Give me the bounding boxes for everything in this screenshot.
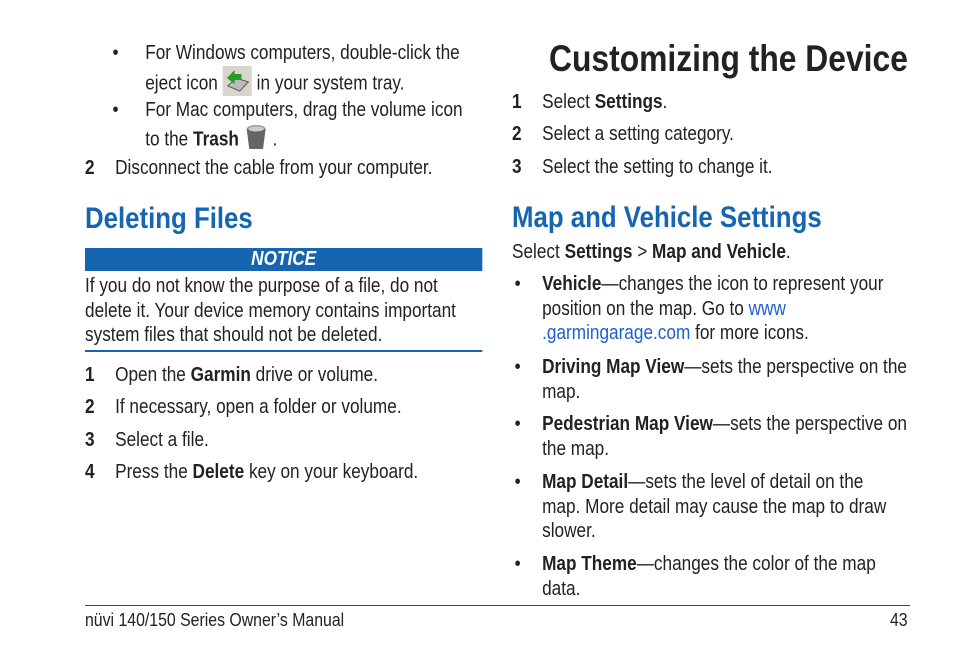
trash-icon [244, 123, 268, 158]
eject-icon [223, 66, 252, 103]
notice-label: NOTICE [85, 248, 482, 271]
intro-text: Select Settings > Map and Vehicle. [512, 241, 791, 263]
notice-text: If you do not know the purpose of a file, do not delete it. Your device memory contains important system files that should not be deleted. [85, 275, 456, 346]
left-column: • For Windows computers, double-click the eject icon in your system tray. • For Mac computers, drag the volume icon to the Trash . 2 Disconnect the cable from your computer. Deleting Files NOTICE If you do not know the purpose of a file, do not delete it. Your device memory contains important system files that should not be deleted. 1 Open the Garmin drive or volume. 2 If necessary, open a folder or volume. 3 Select a file. 4 Press the Delete key on your keyboard. [85, 0, 482, 600]
section-heading-deleting-files: Deleting Files [85, 202, 253, 235]
footer-title: nüvi 140/150 Series Owner’s Manual [85, 610, 345, 630]
footer-divider [85, 605, 910, 606]
garmingarage-link[interactable]: www .garmingarage.com [542, 297, 786, 344]
section-heading-map-vehicle: Map and Vehicle Settings [512, 201, 822, 234]
page-number: 43 [890, 610, 908, 630]
right-column: Customizing the Device 1 Select Settings. 2 Select a setting category. 3 Select the setting to change it. Map and Vehicle Settings Select Settings > Map and Vehicle. • Vehicle—changes the icon to represent your position on the map. Go to www .garmingarage.com for more icons. • Driving Map View—sets the perspective on the map. • Pedestrian Map View—sets the perspective on the map. • Map Detail—sets the level of detail on the map. More detail may cause the map to draw slower. • Map Theme—changes the color of the map data. [512, 38, 908, 600]
notice-divider [85, 350, 482, 352]
page-title: Customizing the Device [548, 38, 908, 79]
